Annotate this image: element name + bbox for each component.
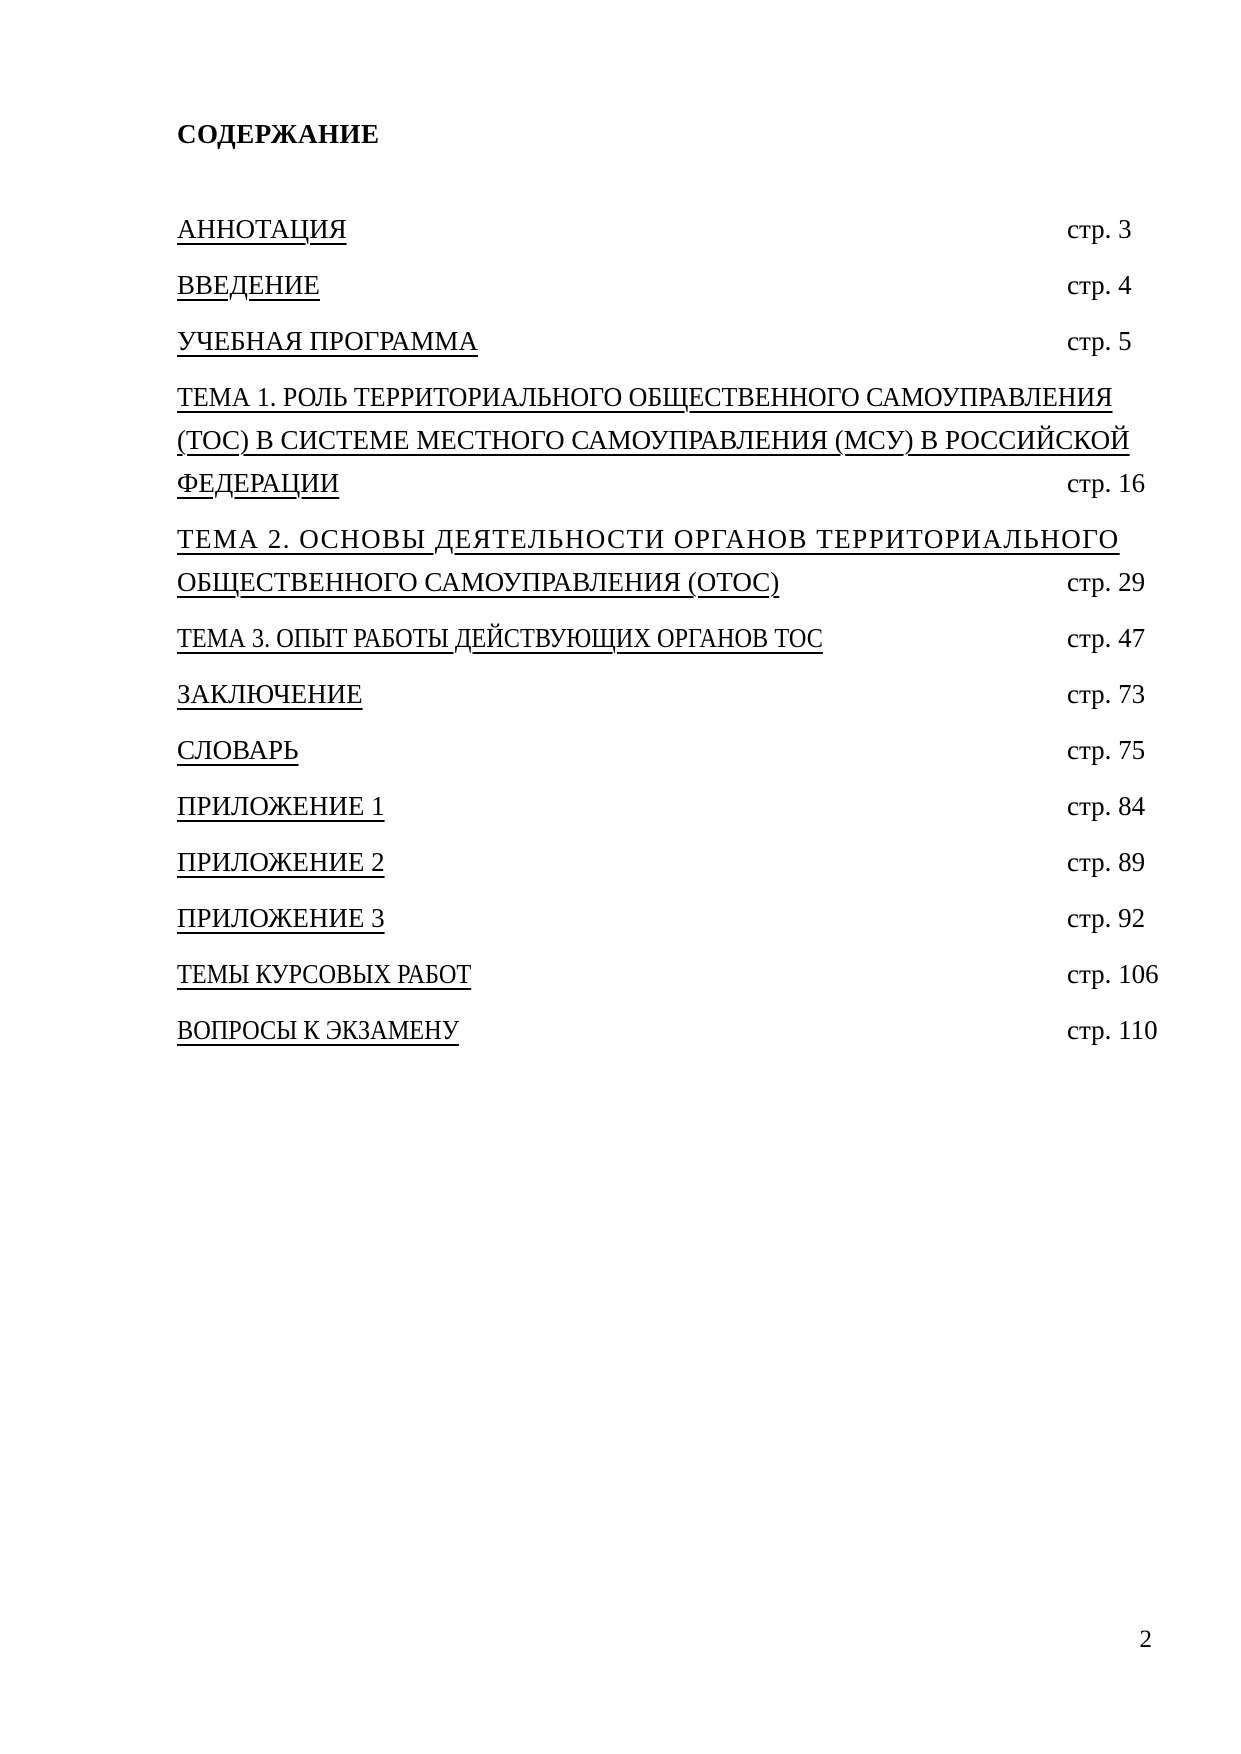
toc-entry-link[interactable]: ВВЕДЕНИЕ [177, 270, 320, 300]
toc-page-number: стр. 16 [1067, 468, 1146, 498]
toc-entry [177, 1009, 1158, 1052]
toc-page-number: стр. 5 [1067, 326, 1132, 356]
toc-entry [177, 617, 1152, 660]
toc-entry-link[interactable]: СЛОВАРЬ [177, 735, 299, 765]
toc-entry [177, 320, 1152, 363]
toc-entry-link[interactable]: ТЕМА 1. РОЛЬ ТЕРРИТОРИАЛЬНОГО ОБЩЕСТВЕННОГО САМОУПРАВЛЕНИЯ [177, 382, 1113, 412]
toc-entry [177, 673, 1152, 716]
toc-entry-link[interactable]: ПРИЛОЖЕНИЕ 1 [177, 791, 385, 821]
toc-entry-link[interactable]: УЧЕБНАЯ ПРОГРАММА [177, 326, 478, 356]
toc-page-number: стр. 4 [1067, 270, 1132, 300]
toc-entry [177, 785, 1152, 828]
toc-entry [177, 841, 1152, 884]
toc-page-number: стр. 110 [1067, 1015, 1158, 1045]
toc-entry-link[interactable]: (ТОС) В СИСТЕМЕ МЕСТНОГО САМОУПРАВЛЕНИЯ (МСУ) В РОССИЙСКОЙ [177, 425, 1130, 455]
toc-entry-link[interactable]: ВОПРОСЫ К ЭКЗАМЕНУ [177, 1015, 459, 1045]
toc-page-number: стр. 106 [1067, 959, 1159, 989]
toc-entry-link[interactable]: АННОТАЦИЯ [177, 214, 347, 244]
toc-page-number: стр. 3 [1067, 214, 1132, 244]
toc-entry [177, 729, 1152, 772]
toc-page-number: стр. 75 [1067, 735, 1146, 765]
toc-page-number: стр. 89 [1067, 847, 1146, 877]
toc-entry-link[interactable]: ОБЩЕСТВЕННОГО САМОУПРАВЛЕНИЯ (ОТОС) [177, 567, 780, 597]
toc-entry [177, 897, 1152, 940]
footer-page-number: 2 [1139, 1626, 1152, 1653]
toc-entry [177, 953, 1159, 996]
toc-entry-link[interactable]: ТЕМЫ КУРСОВЫХ РАБОТ [177, 959, 472, 989]
toc-entry-link[interactable]: ФЕДЕРАЦИИ [177, 468, 340, 498]
toc-page-number: стр. 92 [1067, 903, 1146, 933]
toc-entry [177, 518, 1152, 604]
toc-page-number: стр. 47 [1067, 623, 1146, 653]
toc-entry [177, 376, 1152, 505]
page-content [177, 0, 1159, 1065]
toc-page-number: стр. 84 [1067, 791, 1146, 821]
toc-entry [177, 264, 1152, 307]
table-of-contents [177, 208, 1159, 1052]
toc-entry-link[interactable]: ЗАКЛЮЧЕНИЕ [177, 679, 363, 709]
toc-page-number: стр. 29 [1067, 567, 1146, 597]
toc-entry-link[interactable]: ТЕМА 2. ОСНОВЫ ДЕЯТЕЛЬНОСТИ ОРГАНОВ ТЕРРИТОРИАЛЬНОГО [177, 524, 1120, 554]
page-title: СОДЕРЖАНИЕ [177, 119, 380, 149]
toc-entry [177, 208, 1152, 251]
toc-entry-link[interactable]: ПРИЛОЖЕНИЕ 2 [177, 847, 385, 877]
toc-entry-link[interactable]: ПРИЛОЖЕНИЕ 3 [177, 903, 385, 933]
toc-entry-link[interactable]: ТЕМА 3. ОПЫТ РАБОТЫ ДЕЙСТВУЮЩИХ ОРГАНОВ ТОС [177, 623, 823, 653]
toc-page-number: стр. 73 [1067, 679, 1146, 709]
